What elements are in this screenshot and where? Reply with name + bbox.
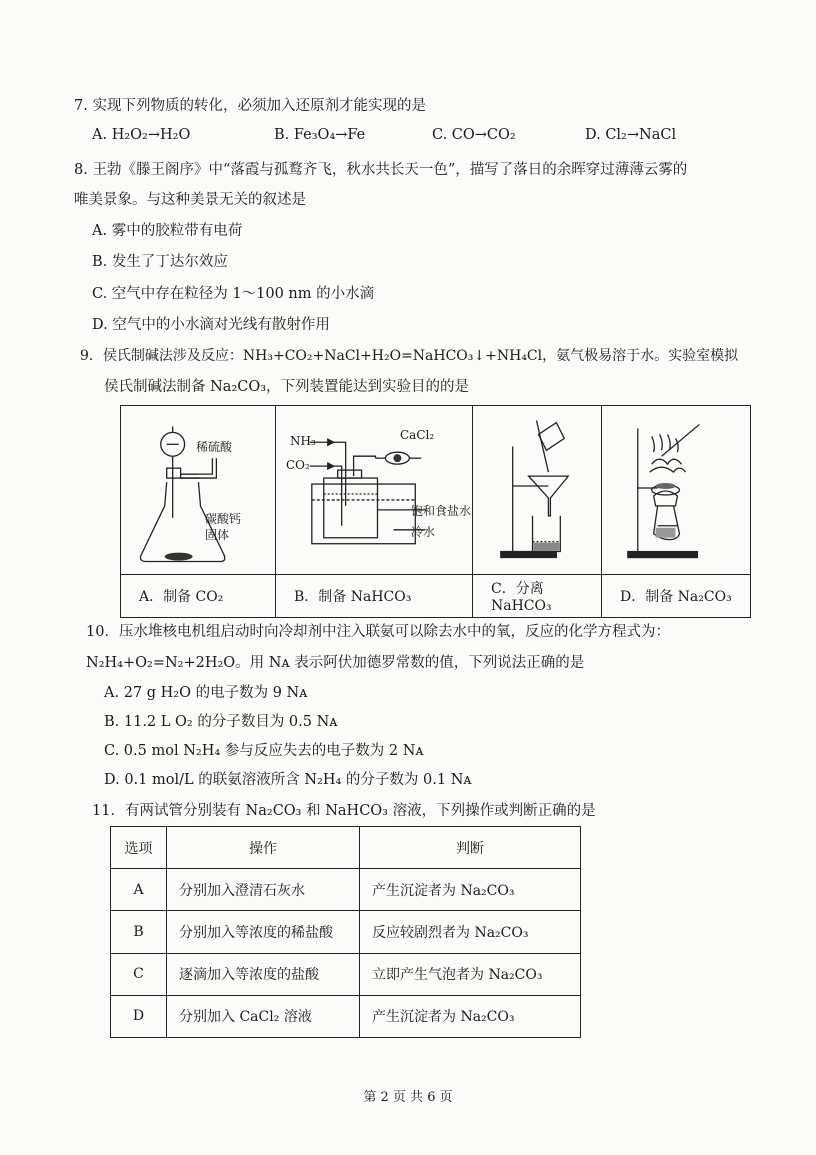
apparatus-table bbox=[120, 405, 751, 618]
q7-option-c: C. CO→CO₂ bbox=[432, 127, 516, 143]
page-footer: 第 2 页 共 6 页 bbox=[363, 1090, 453, 1105]
label-cold-water: 冷水 bbox=[411, 525, 436, 539]
row-a-label: A bbox=[111, 869, 167, 911]
q7-option-a: A. H₂O₂→H₂O bbox=[92, 127, 191, 143]
table-row bbox=[111, 911, 581, 953]
row-c-judgement: 立即产生气泡者为 Na₂CO₃ bbox=[360, 953, 581, 995]
q8-stem-line1: 8. 王勃《滕王阁序》中“落霞与孤鹜齐飞，秋水共长天一色”，描写了落日的余晖穿过薄薄云雾的 bbox=[74, 162, 688, 178]
q8-stem-line2: 唯美景象。与这种美景无关的叙述是 bbox=[74, 192, 306, 208]
q10-stem-line1: 10．压水堆核电机组启动时向冷却剂中注入联氨可以除去水中的氧，反应的化学方程式为： bbox=[86, 624, 670, 640]
q8-option-a: A. 雾中的胶粒带有电荷 bbox=[92, 223, 243, 239]
row-d-operation: 分别加入 CaCl₂ 溶液 bbox=[167, 995, 360, 1037]
row-b-judgement: 反应较剧烈者为 Na₂CO₃ bbox=[360, 911, 581, 953]
q7-stem: 7. 实现下列物质的转化，必须加入还原剂才能实现的是 bbox=[74, 98, 426, 114]
q10-option-c: C. 0.5 mol N₂H₄ 参与反应失去的电子数为 2 Nᴀ bbox=[104, 743, 424, 759]
row-a-judgement: 产生沉淀者为 Na₂CO₃ bbox=[360, 869, 581, 911]
apparatus-d-figure bbox=[602, 406, 751, 575]
row-c-operation: 逐滴加入等浓度的盐酸 bbox=[167, 953, 360, 995]
apparatus-b-figure bbox=[276, 406, 473, 575]
q8-option-b: B. 发生了丁达尔效应 bbox=[92, 254, 228, 270]
q10-option-a: A. 27 g H₂O 的电子数为 9 Nᴀ bbox=[104, 685, 308, 701]
q10-option-b: B. 11.2 L O₂ 的分子数目为 0.5 Nᴀ bbox=[104, 714, 338, 730]
label-solid: 固体 bbox=[205, 528, 230, 542]
row-d-label: D bbox=[111, 995, 167, 1037]
q10-stem-line2: N₂H₄+O₂=N₂+2H₂O。用 Nᴀ 表示阿伏加德罗常数的值，下列说法正确的是 bbox=[86, 655, 585, 671]
co2-generator-diagram bbox=[121, 406, 275, 574]
judgement-table bbox=[110, 826, 581, 1038]
apparatus-a-figure bbox=[121, 406, 276, 575]
q9-stem-line2: 侯氏制碱法制备 Na₂CO₃，下列装置能达到实验目的的是 bbox=[104, 379, 470, 395]
caption-b: B．制备 NaHCO₃ bbox=[276, 575, 473, 618]
apparatus-c-figure bbox=[473, 406, 602, 575]
label-co2: CO₂ bbox=[286, 458, 310, 472]
label-dilute-sulfuric-acid: 稀硫酸 bbox=[196, 440, 233, 454]
caption-c: C．分离 NaHCO₃ bbox=[473, 575, 602, 618]
row-d-judgement: 产生沉淀者为 Na₂CO₃ bbox=[360, 995, 581, 1037]
q9-stem-line1: 9．侯氏制碱法涉及反应：NH₃+CO₂+NaCl+H₂O=NaHCO₃↓+NH₄Cl，氨气极易溶于水。实验室模拟 bbox=[80, 348, 739, 364]
heating-diagram bbox=[602, 406, 750, 574]
label-saturated-brine: 饱和食盐水 bbox=[411, 504, 472, 518]
row-a-operation: 分别加入澄清石灰水 bbox=[167, 869, 360, 911]
row-b-label: B bbox=[111, 911, 167, 953]
header-judgement: 判断 bbox=[360, 827, 581, 869]
filtration-diagram bbox=[473, 406, 601, 574]
q8-option-c: C. 空气中存在粒径为 1～100 nm 的小水滴 bbox=[92, 286, 375, 302]
nahco3-preparation-diagram bbox=[276, 406, 472, 574]
table-row bbox=[111, 953, 581, 995]
label-nh3: NH₃ bbox=[290, 434, 316, 448]
header-option: 选项 bbox=[111, 827, 167, 869]
caption-d: D．制备 Na₂CO₃ bbox=[602, 575, 751, 618]
table-row bbox=[111, 995, 581, 1037]
row-c-label: C bbox=[111, 953, 167, 995]
header-operation: 操作 bbox=[167, 827, 360, 869]
label-calcium-carbonate: 碳酸钙 bbox=[205, 512, 242, 526]
caption-a: A．制备 CO₂ bbox=[121, 575, 276, 618]
judgement-table-header bbox=[111, 827, 581, 869]
q10-option-d: D. 0.1 mol/L 的联氨溶液所含 N₂H₄ 的分子数为 0.1 Nᴀ bbox=[104, 772, 472, 788]
q7-option-b: B. Fe₃O₄→Fe bbox=[274, 127, 366, 143]
row-b-operation: 分别加入等浓度的稀盐酸 bbox=[167, 911, 360, 953]
table-row bbox=[111, 869, 581, 911]
q11-stem: 11．有两试管分别装有 Na₂CO₃ 和 NaHCO₃ 溶液，下列操作或判断正确的是 bbox=[92, 803, 596, 819]
q7-option-d: D. Cl₂→NaCl bbox=[585, 127, 677, 143]
label-cacl2: CaCl₂ bbox=[400, 428, 435, 442]
q8-option-d: D. 空气中的小水滴对光线有散射作用 bbox=[92, 317, 330, 333]
